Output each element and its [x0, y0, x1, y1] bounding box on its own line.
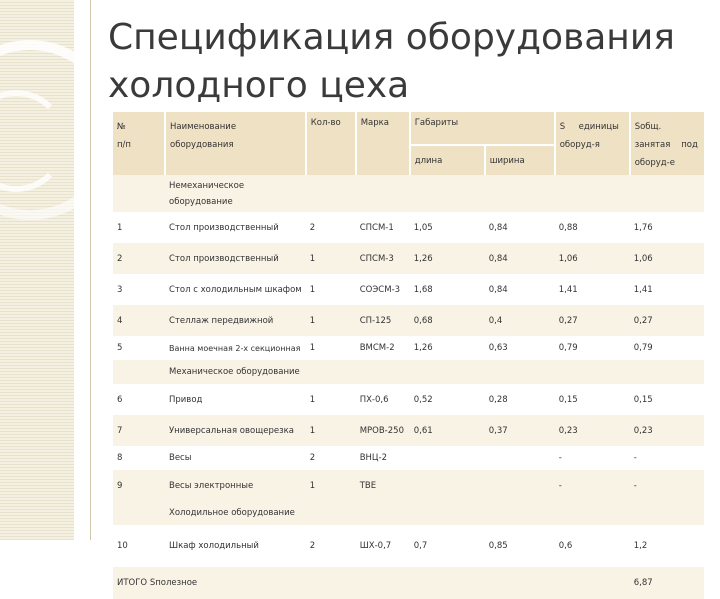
cell-qty: 1 — [306, 470, 356, 501]
cell-num: 4 — [113, 305, 165, 336]
cell-brand: ШХ-0,7 — [356, 525, 410, 567]
cell-qty: 2 — [306, 525, 356, 567]
section-label-mech: Механическое оборудование — [165, 360, 704, 384]
cell-width — [485, 446, 555, 470]
cell-length: 1,05 — [410, 212, 485, 243]
cell-name: Весы — [165, 446, 306, 470]
header-num-line2: п/п — [117, 140, 131, 150]
header-unit-area-w1: единицы — [578, 122, 619, 132]
table-header-row — [113, 112, 704, 145]
cell-num: 7 — [113, 415, 165, 446]
header-name-line2: оборудования — [170, 140, 234, 150]
cell-name: Стеллаж передвижной — [165, 305, 306, 336]
cell-width: 0,84 — [485, 243, 555, 274]
equipment-table — [113, 112, 704, 599]
header-brand: Марка — [356, 112, 410, 175]
cell-num: 2 — [113, 243, 165, 274]
header-total-area-w1: занятая — [634, 140, 671, 150]
cell-total-area: 0,27 — [630, 305, 704, 336]
cell-brand: ТВЕ — [356, 470, 410, 501]
header-unit-area-s: S — [559, 122, 566, 132]
cell-unit-area: 0,6 — [555, 525, 630, 567]
cell-unit-area: 0,23 — [555, 415, 630, 446]
table-row — [113, 274, 704, 305]
cell-total-area: 0,23 — [630, 415, 704, 446]
cell-width: 0,63 — [485, 336, 555, 360]
divider-line — [90, 0, 91, 540]
cell-qty: 1 — [306, 305, 356, 336]
header-total-area-w2: под — [681, 140, 698, 150]
cell-num: 8 — [113, 446, 165, 470]
header-name-line1: Наименование — [170, 122, 237, 132]
cell-qty: 1 — [306, 243, 356, 274]
cell-unit-area: 0,15 — [555, 384, 630, 415]
table-row — [113, 243, 704, 274]
header-qty: Кол-во — [306, 112, 356, 175]
cell-qty: 1 — [306, 274, 356, 305]
cell-total-area: 1,06 — [630, 243, 704, 274]
section-nonmech-line2: оборудование — [169, 197, 233, 207]
header-total-area-w3: оборуд-е — [634, 158, 675, 168]
section-label-cold: Холодильное оборудование — [165, 501, 704, 525]
slide-title-line-1: Спецификация оборудования — [108, 17, 675, 58]
cell-num: 9 — [113, 470, 165, 501]
header-unit-area-w2: оборуд-я — [559, 140, 600, 150]
section-row-mech — [113, 360, 704, 384]
section-row-cold — [113, 501, 704, 525]
cell-qty: 2 — [306, 212, 356, 243]
cell-name: Шкаф холодильный — [165, 525, 306, 567]
cell-unit-area: - — [555, 446, 630, 470]
header-num-line1: № — [117, 122, 126, 132]
header-width: ширина — [485, 145, 555, 175]
total-value: 6,87 — [630, 567, 704, 599]
total-label: ИТОГО Sполезное — [113, 567, 630, 599]
cell-brand: СПСМ-3 — [356, 243, 410, 274]
cell-width: 0,37 — [485, 415, 555, 446]
table-row — [113, 446, 704, 470]
table-row — [113, 384, 704, 415]
header-num — [113, 112, 165, 175]
table-row — [113, 212, 704, 243]
section-nonmech-line1: Немеханическое — [169, 181, 245, 191]
cell-length — [410, 446, 485, 470]
cell-brand: ВНЦ-2 — [356, 446, 410, 470]
cell-qty: 1 — [306, 336, 356, 360]
header-total-area — [630, 112, 704, 175]
cell-brand: ПХ-0,6 — [356, 384, 410, 415]
section-label-nonmech — [165, 175, 704, 212]
cell-length: 0,61 — [410, 415, 485, 446]
header-total-area-s: Sобщ. — [634, 122, 662, 132]
cell-unit-area: 0,27 — [555, 305, 630, 336]
cell-total-area: 1,2 — [630, 525, 704, 567]
table-row — [113, 336, 704, 360]
cell-name: Стол производственный — [165, 243, 306, 274]
header-unit-area — [555, 112, 630, 175]
cell-brand: СОЭСМ-3 — [356, 274, 410, 305]
cell-total-area: 1,76 — [630, 212, 704, 243]
cell-width — [485, 470, 555, 501]
cell-length — [410, 470, 485, 501]
cell-qty: 1 — [306, 384, 356, 415]
total-row — [113, 567, 704, 599]
cell-name: Весы электронные — [165, 470, 306, 501]
slide-title-line-2: холодного цеха — [108, 65, 410, 106]
cell-num: 10 — [113, 525, 165, 567]
cell-qty: 2 — [306, 446, 356, 470]
header-length: длина — [410, 145, 485, 175]
cell-width: 0,28 — [485, 384, 555, 415]
cell-name: Универсальная овощерезка — [165, 415, 306, 446]
cell-brand: СПСМ-1 — [356, 212, 410, 243]
cell-length: 0,52 — [410, 384, 485, 415]
cell-width: 0,4 — [485, 305, 555, 336]
cell-length: 0,7 — [410, 525, 485, 567]
cell-name: Стол с холодильным шкафом — [165, 274, 306, 305]
cell-unit-area: 1,41 — [555, 274, 630, 305]
cell-length: 1,68 — [410, 274, 485, 305]
cell-num: 3 — [113, 274, 165, 305]
table-row — [113, 415, 704, 446]
header-dims: Габариты — [410, 112, 555, 145]
cell-total-area: 1,41 — [630, 274, 704, 305]
cell-unit-area: 0,79 — [555, 336, 630, 360]
cell-num: 5 — [113, 336, 165, 360]
cell-brand: МРОВ-250 — [356, 415, 410, 446]
cell-width: 0,84 — [485, 274, 555, 305]
cell-total-area: 0,15 — [630, 384, 704, 415]
cell-width: 0,85 — [485, 525, 555, 567]
cell-qty: 1 — [306, 415, 356, 446]
slide-title — [108, 14, 688, 110]
table-row — [113, 470, 704, 501]
header-name — [165, 112, 306, 175]
cell-unit-area: 1,06 — [555, 243, 630, 274]
cell-brand: СП-125 — [356, 305, 410, 336]
cell-unit-area: - — [555, 470, 630, 501]
cell-length: 1,26 — [410, 336, 485, 360]
table-row — [113, 525, 704, 567]
cell-name: Привод — [165, 384, 306, 415]
cell-total-area: - — [630, 470, 704, 501]
cell-name: Ванна моечная 2-х секционная — [165, 336, 306, 360]
cell-width: 0,84 — [485, 212, 555, 243]
section-row-nonmech — [113, 175, 704, 212]
cell-total-area: - — [630, 446, 704, 470]
cell-unit-area: 0,88 — [555, 212, 630, 243]
cell-name: Стол производственный — [165, 212, 306, 243]
cell-length: 0,68 — [410, 305, 485, 336]
cell-num: 6 — [113, 384, 165, 415]
cell-length: 1,26 — [410, 243, 485, 274]
table-row — [113, 305, 704, 336]
cell-brand: ВМСМ-2 — [356, 336, 410, 360]
cell-num: 1 — [113, 212, 165, 243]
cell-total-area: 0,79 — [630, 336, 704, 360]
